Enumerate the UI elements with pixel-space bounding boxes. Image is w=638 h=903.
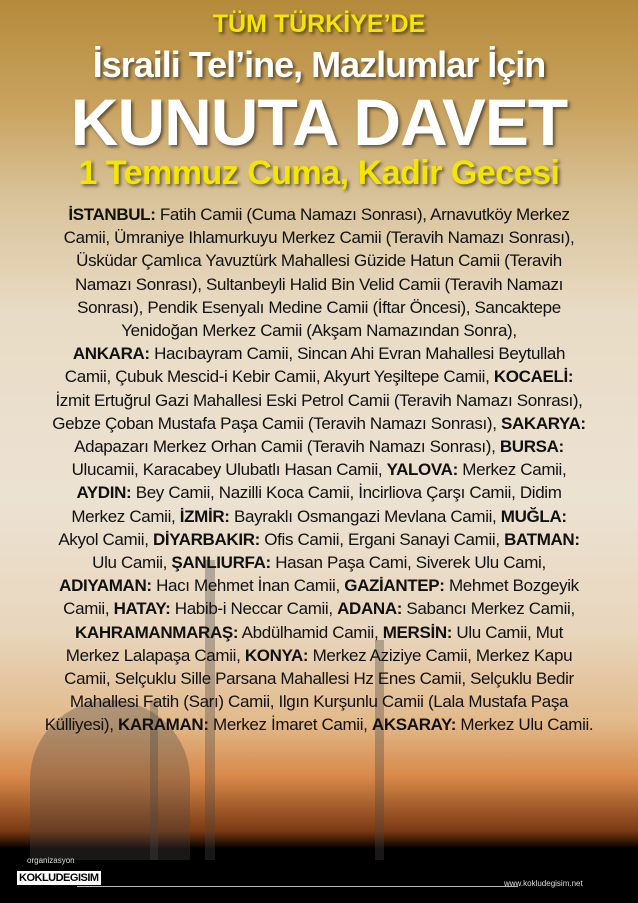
organizer-logo: KOKLUDEGISIM [19,872,99,884]
mosque-text: Merkez İmaret Camii, [208,715,372,735]
headline-tum-turkiye: TÜM TÜRKİYE’DE [212,10,426,38]
mosque-list [0,203,638,737]
organizer-label: organizasyon [27,856,75,865]
website-link[interactable]: www.kokludegisim.net [504,879,583,888]
city-name: GAZİANTEP: [344,576,445,596]
city-name: KARAMAN: [117,715,209,735]
city-name: HATAY: [113,599,171,619]
mosque-text: Ulucamii, Karacabey Ulubatlı Hasan Camii, [71,460,387,480]
city-name: MERSİN: [382,622,453,642]
city-name: SAKARYA: [500,413,586,433]
list-line [0,551,638,574]
mosque-text: Yenidoğan Merkez Camii (Akşam Namazından Sonra), [121,321,517,341]
mosque-text: Namazı Sonrası), Sultanbeyli Halid Bin Velid Camii (Teravih Namazı [74,274,564,294]
mosque-text: Ulu Camii, Mut [452,622,563,642]
list-line [0,273,638,296]
headline-date: 1 Temmuz Cuma, Kadir Gecesi [78,154,560,192]
mosque-text: Mehmet Bozgeyik [444,576,579,596]
city-name: YALOVA: [386,460,458,480]
list-line [0,574,638,597]
city-name: İZMİR: [179,506,230,526]
mosque-text: Camii, Selçuklu Sille Parsana Mahallesi Hz Enes Camii, Selçuklu Bedir [64,669,574,689]
mosque-text: Abdülhamid Camii, [238,622,383,642]
list-line [0,644,638,667]
mosque-text: Merkez Ulu Camii. [456,715,594,735]
city-name: İSTANBUL: [68,205,156,224]
mosque-text: Hasan Paşa Cami, Siverek Ulu Cami, [270,553,546,573]
mosque-text: Merkez Lalapaşa Camii, [65,645,245,665]
list-line [0,342,638,365]
city-name: ŞANLIURFA: [171,553,271,573]
mosque-text: Merkez Camii, [457,460,567,480]
city-name: KONYA: [244,645,309,665]
mosque-text: Ofis Camii, Ergani Sanayi Camii, [259,529,505,549]
list-line [0,690,638,713]
list-line [0,412,638,435]
mosque-text: Akyol Camii, [58,529,153,549]
mosque-text: Merkez Camii, [71,506,180,526]
city-name: MUĞLA: [500,506,567,526]
list-line [0,203,638,226]
mosque-text: Külliyesi), [44,715,118,735]
mosque-text: Camii, [63,599,114,619]
city-name: ADIYAMAN: [59,576,152,596]
list-line [0,296,638,319]
city-name: KAHRAMANMARAŞ: [74,622,239,642]
list-line [0,249,638,272]
mosque-text: Üsküdar Çamlıca Yavuztürk Mahallesi Güzide Hatun Camii (Teravih [76,251,562,271]
mosque-text: Sabancı Merkez Camii, [402,599,575,619]
city-name: KOCAELİ: [493,367,574,387]
city-name: AYDIN: [76,483,132,503]
list-line [0,226,638,249]
mosque-text: Adapazarı Merkez Orhan Camii (Teravih Namazı Sonrası), [74,437,500,457]
city-name: DİYARBAKIR: [152,529,260,549]
mosque-text: Fatih Camii (Cuma Namazı Sonrası), Arnavutköy Merkez [155,205,570,224]
list-line [0,435,638,458]
list-line [0,505,638,528]
list-line [0,667,638,690]
mosque-text: Camii, Çubuk Mescid-i Kebir Camii, Akyurt Yeşiltepe Camii, [64,367,494,387]
city-name: ANKARA: [72,344,150,364]
mosque-text: İzmit Ertuğrul Gazi Mahallesi Eski Petrol Camii (Teravih Namazı Sonrası), [55,390,583,410]
list-line [0,365,638,388]
mosque-text: Mahallesi Fatih (Sarı) Camii, Ilgın Kurşunlu Camii (Lala Mustafa Paşa [69,692,569,712]
city-name: AKSARAY: [371,715,457,735]
headline-main: KUNUTA DAVET [70,85,568,159]
list-line [0,597,638,620]
mosque-text: Sonrası), Pendik Esenyalı Medine Camii (İftar Öncesi), Sancaktepe [77,297,561,317]
city-name: ADANA: [337,599,403,619]
mosque-text: Hacıbayram Camii, Sincan Ahi Evran Mahallesi Beytullah [149,344,566,364]
city-name: BATMAN: [504,529,580,549]
list-line [0,389,638,412]
mosque-text: Gebze Çoban Mustafa Paşa Camii (Teravih Namazı Sonrası), [52,413,501,433]
list-line [0,481,638,504]
headline-subtitle: İsraili Tel’ine, Mazlumlar İçin [92,44,546,85]
list-line [0,458,638,481]
mosque-text: Hacı Mehmet İnan Camii, [151,576,345,596]
mosque-text: Bayraklı Osmangazi Mevlana Camii, [229,506,501,526]
list-line [0,621,638,644]
mosque-text: Bey Camii, Nazilli Koca Camii, İncirliova Çarşı Camii, Didim [131,483,562,503]
list-line [0,528,638,551]
mosque-text: Ulu Camii, [92,553,172,573]
list-line [0,713,638,736]
city-name: BURSA: [499,437,564,457]
footer-divider [77,886,518,887]
list-line [0,319,638,342]
mosque-text: Merkez Aziziye Camii, Merkez Kapu [308,645,573,665]
mosque-text: Habib-i Neccar Camii, [170,599,338,619]
mosque-text: Camii, Ümraniye Ihlamurkuyu Merkez Camii (Teravih Namazı Sonrası), [63,228,575,248]
